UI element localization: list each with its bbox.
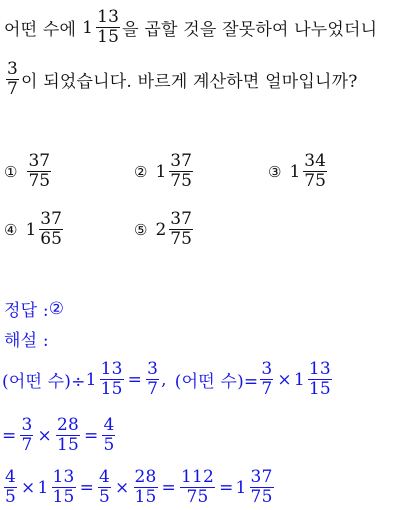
times-sign: × — [21, 477, 36, 498]
choice-1[interactable] — [4, 152, 53, 191]
answer-value: ② — [48, 298, 65, 319]
choice-marker: ③ — [268, 162, 282, 181]
denominator: 5 — [5, 487, 17, 507]
mixed-whole: 1 — [293, 369, 305, 390]
choice-5[interactable] — [134, 210, 195, 249]
fraction — [6, 60, 19, 99]
denominator: 7 — [7, 79, 19, 99]
fraction — [169, 152, 193, 191]
equals-sign: = — [127, 369, 143, 390]
fraction — [134, 468, 158, 507]
denominator: 15 — [308, 379, 331, 399]
numerator: 13 — [52, 467, 75, 487]
fraction — [180, 468, 215, 507]
explanation-step-2 — [2, 416, 117, 455]
problem-text: 이 되었습니다. 바르게 계산하면 얼마입니까? — [21, 72, 358, 92]
numerator: 37 — [28, 151, 51, 171]
fraction — [102, 416, 115, 455]
fraction — [98, 468, 111, 507]
fraction — [250, 468, 274, 507]
choice-3[interactable] — [268, 152, 329, 191]
numerator: 37 — [40, 209, 62, 229]
denominator: 75 — [28, 171, 51, 191]
denominator: 75 — [304, 171, 326, 191]
step-text: (어떤 수)÷ — [2, 372, 86, 392]
denominator: 65 — [40, 229, 62, 249]
denominator: 7 — [21, 435, 33, 455]
numerator: 28 — [56, 415, 79, 435]
times-sign: × — [37, 425, 52, 446]
mixed-whole: 2 — [155, 219, 167, 240]
mixed-whole: 1 — [82, 17, 94, 38]
problem-line-1 — [4, 8, 377, 47]
equals-sign: = — [79, 477, 95, 498]
answer-label: 정답 : — [4, 301, 49, 321]
explanation-label — [4, 326, 49, 351]
denominator: 5 — [99, 487, 111, 507]
denominator: 15 — [56, 435, 79, 455]
mixed-whole: 1 — [37, 477, 49, 498]
choice-marker: ② — [134, 162, 148, 181]
equals-sign: = — [161, 477, 176, 498]
choice-2[interactable] — [134, 152, 195, 191]
denominator: 7 — [147, 379, 159, 399]
denominator: 75 — [170, 171, 192, 191]
explanation-label-text: 해설 : — [4, 331, 49, 351]
numerator: 3 — [7, 59, 19, 79]
denominator: 15 — [100, 379, 123, 399]
fraction — [100, 360, 124, 399]
fraction — [52, 468, 76, 507]
mixed-whole: 1 — [289, 161, 301, 182]
numerator: 4 — [99, 467, 111, 487]
equals-sign: = — [83, 425, 99, 446]
problem-text: 어떤 수에 — [4, 20, 77, 40]
mixed-whole: 1 — [155, 161, 167, 182]
numerator: 112 — [181, 467, 215, 487]
numerator: 3 — [147, 359, 159, 379]
numerator: 3 — [21, 415, 33, 435]
numerator: 13 — [308, 359, 331, 379]
numerator: 3 — [261, 359, 273, 379]
mixed-whole: 1 — [25, 219, 37, 240]
problem-line-2 — [4, 60, 358, 99]
fraction — [308, 360, 332, 399]
denominator: 75 — [170, 229, 192, 249]
fraction — [146, 360, 159, 399]
fraction — [20, 416, 33, 455]
fraction — [56, 416, 80, 455]
numerator: 37 — [250, 467, 273, 487]
mixed-whole: 1 — [235, 477, 247, 498]
times-sign: × — [115, 477, 130, 498]
equals-sign: = — [2, 425, 17, 446]
numerator: 34 — [304, 151, 326, 171]
denominator: 5 — [103, 435, 115, 455]
fraction — [303, 152, 327, 191]
problem-text: 을 곱할 것을 잘못하여 나누었더니 — [122, 20, 378, 40]
fraction — [27, 152, 51, 191]
fraction — [4, 468, 17, 507]
denominator: 15 — [134, 487, 157, 507]
denominator: 75 — [250, 487, 273, 507]
fraction — [39, 210, 63, 249]
denominator: 7 — [261, 379, 273, 399]
numerator: 37 — [170, 151, 192, 171]
choice-marker: ④ — [4, 220, 18, 239]
numerator: 4 — [5, 467, 17, 487]
numerator: 4 — [103, 415, 115, 435]
fraction — [96, 8, 120, 47]
explanation-step-1 — [2, 360, 334, 399]
comma: , — [161, 369, 167, 390]
numerator: 13 — [97, 7, 120, 27]
equals-sign: = — [219, 477, 234, 498]
numerator: 37 — [170, 209, 192, 229]
denominator: 15 — [52, 487, 75, 507]
times-sign: × — [277, 369, 292, 390]
explanation-step-3 — [2, 468, 276, 507]
denominator: 75 — [186, 487, 209, 507]
numerator: 28 — [134, 467, 157, 487]
choice-4[interactable] — [4, 210, 65, 249]
answer-line — [4, 296, 64, 321]
denominator: 15 — [97, 27, 120, 47]
step-text: (어떤 수)= — [174, 372, 259, 392]
choice-marker: ① — [4, 162, 18, 181]
choice-marker: ⑤ — [134, 220, 148, 239]
fraction — [260, 360, 273, 399]
numerator: 13 — [100, 359, 123, 379]
fraction — [169, 210, 193, 249]
mixed-whole: 1 — [85, 369, 97, 390]
